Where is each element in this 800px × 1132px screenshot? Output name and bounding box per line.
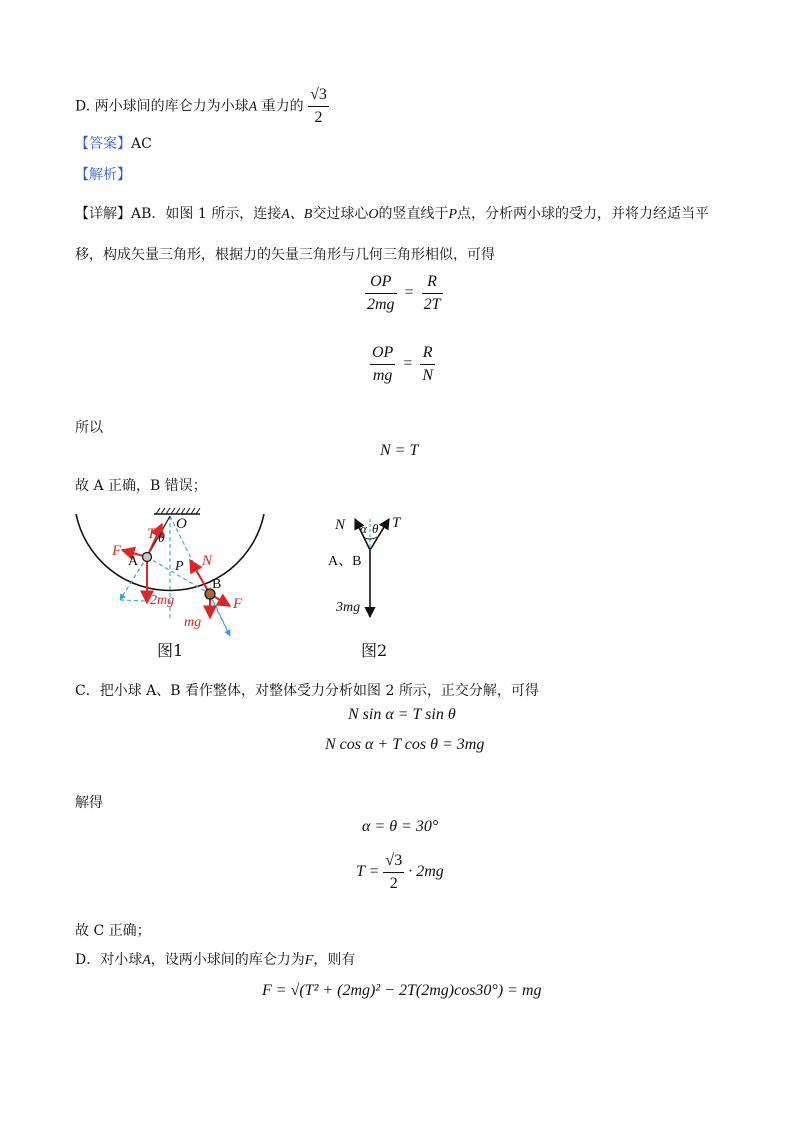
var-f: F — [304, 953, 314, 968]
option-d-suffix: 重力的 — [257, 98, 304, 115]
option-d-fraction: $\frac{√3}{2}$ — [310, 86, 327, 126]
var-p: P — [448, 207, 458, 222]
part-d-text: D．对小球A，设两小球间的库仑力为F，则有 — [75, 952, 356, 968]
option-d-line — [75, 84, 329, 129]
figure-1-caption: 图1 — [157, 641, 184, 660]
answer-tag: 【答案】 — [75, 136, 131, 152]
label-theta: θ — [158, 531, 165, 546]
label-n-fig2: N — [335, 517, 346, 533]
label-t: T — [147, 526, 156, 542]
equation-3: N = T — [380, 442, 419, 459]
label-ab-fig2: A、B — [328, 554, 362, 569]
ball-a — [143, 553, 152, 562]
label-p: P — [175, 559, 184, 574]
so-text: 所以 — [75, 420, 103, 436]
label-f-left: F — [112, 543, 122, 559]
label-b: B — [212, 577, 222, 592]
ceiling-hatch — [156, 508, 200, 514]
analysis-line — [75, 165, 131, 185]
answer-value: AC — [131, 136, 152, 152]
dashed-helper-lines — [120, 516, 228, 632]
answer-line — [75, 134, 152, 154]
analysis-tag: 【解析】 — [75, 167, 131, 183]
detail-line-1: 【详解】AB．如图 1 所示，连接A、B交过球心O的竖直线于P点，分析两小球的受力，并将力经适当平 — [75, 206, 710, 222]
figure-2-caption: 图2 — [361, 641, 388, 660]
equation-1: $\frac{OP}{2mg}$ = $\frac{R}{2T}$ — [367, 273, 441, 313]
figure-2 — [325, 505, 415, 625]
label-t-fig2: T — [392, 515, 401, 531]
detail-line-2: 移，构成矢量三角形，根据力的矢量三角形与几何三角形相似，可得 — [75, 247, 495, 263]
figure-1 — [70, 500, 280, 650]
var-o: O — [368, 207, 379, 222]
option-d-text: D. 两小球间的库仑力为小球 — [75, 98, 249, 115]
equation-8: F = √(T² + (2mg)² − 2T(2mg)cos30°) = mg — [262, 982, 542, 999]
label-3mg: 3mg — [336, 600, 361, 615]
var-ab: A、B — [281, 207, 313, 222]
equation-4: N sin α = T sin θ — [348, 706, 456, 723]
label-alpha: α — [360, 521, 367, 536]
conclusion-c: 故 C 正确； — [75, 923, 151, 939]
conclusion-ab: 故 A 正确，B 错误； — [75, 478, 207, 494]
label-f-right: F — [233, 596, 243, 612]
label-o: O — [176, 516, 187, 532]
equation-5: N cos α + T cos θ = 3mg — [325, 736, 485, 753]
label-n: N — [202, 553, 213, 569]
part-c-text: C．把小球 A、B 看作整体，对整体受力分析如图 2 所示，正交分解，可得 — [75, 683, 539, 699]
label-mg: mg — [184, 615, 202, 630]
solve-text: 解得 — [75, 795, 103, 811]
detail-tag: 【详解】 — [75, 206, 131, 222]
label-a: A — [128, 554, 139, 569]
equation-7: T = $\frac{√3}{2}$ · 2mg — [356, 852, 444, 892]
equation-6: α = θ = 30° — [362, 818, 439, 835]
label-2mg: 2mg — [150, 593, 175, 608]
var-a: A — [248, 99, 258, 115]
equation-2: $\frac{OP}{mg}$ = $\frac{R}{N}$ — [372, 344, 434, 384]
var-a-d: A — [142, 953, 151, 968]
label-theta-fig2: θ — [372, 521, 379, 536]
